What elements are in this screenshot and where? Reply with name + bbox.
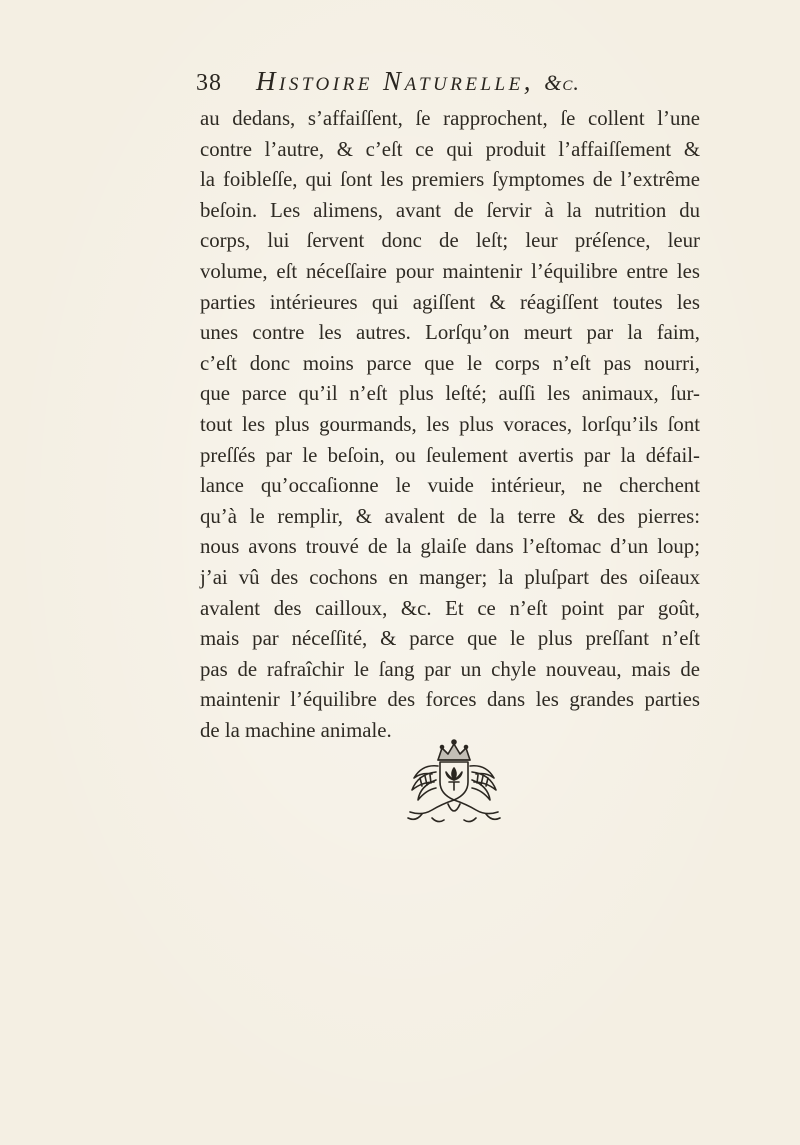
running-title-text: Histoire Naturelle, [256,66,534,96]
text-line: tout les plus gourmands, les plus voraces, lorſqu’ils ſont [200,412,700,436]
text-line: qu’à le remplir, & avalent de la terre & des pierres: [200,504,700,528]
text-line: j’ai vû des cochons en manger; la pluſpart des oiſeaux [200,565,700,589]
royal-crown-fleur-de-lis-vignette-icon [392,738,516,828]
page-header [196,66,676,102]
text-line: que parce qu’il n’eſt plus leſté; auſſi les animaux, ſur- [200,382,700,406]
text-line: au dedans, s’affaiſſent, ſe rapprochent, ſe collent l’une [200,107,700,130]
text-line: beſoin. Les alimens, avant de ſervir à la nutrition du [200,198,700,222]
text-line: corps, lui ſervent donc de leſt; leur préſence, leur [200,229,700,253]
body-text [200,104,700,746]
text-line: unes contre les autres. Lorſqu’on meurt par la faim, [200,321,700,345]
text-line: nous avons trouvé de la glaiſe dans l’eſtomac d’un loup; [200,535,700,559]
text-line: la foibleſſe, qui ſont les premiers ſymptomes de l’extrême [200,168,700,192]
text-line: c’eſt donc moins parce que le corps n’eſt pas nourri, [200,351,700,375]
text-line: volume, eſt néceſſaire pour maintenir l’équilibre entre les [200,259,700,283]
text-line: maintenir l’équilibre des forces dans les grandes parties [200,688,700,712]
text-line: lance qu’occaſionne le vuide intérieur, ne cherchent [200,474,700,498]
running-title-suffix: &c. [544,70,580,95]
text-line: contre l’autre, & c’eſt ce qui produit l’affaiſſement & [200,137,700,161]
text-line: mais par néceſſité, & parce que le plus preſſant n’eſt [200,627,700,651]
text-line: preſſés par le beſoin, ou ſeulement avertis par la défail- [200,443,700,467]
text-line: pas de rafraîchir le ſang par un chyle nouveau, mais de [200,657,700,681]
text-line: avalent des cailloux, &c. Et ce n’eſt point par goût, [200,596,700,620]
text-line: parties intérieures qui agiſſent & réagiſſent toutes les [200,290,700,314]
page-number: 38 [196,70,222,96]
text-line: de la machine animale. [200,718,392,742]
running-title [256,66,580,97]
